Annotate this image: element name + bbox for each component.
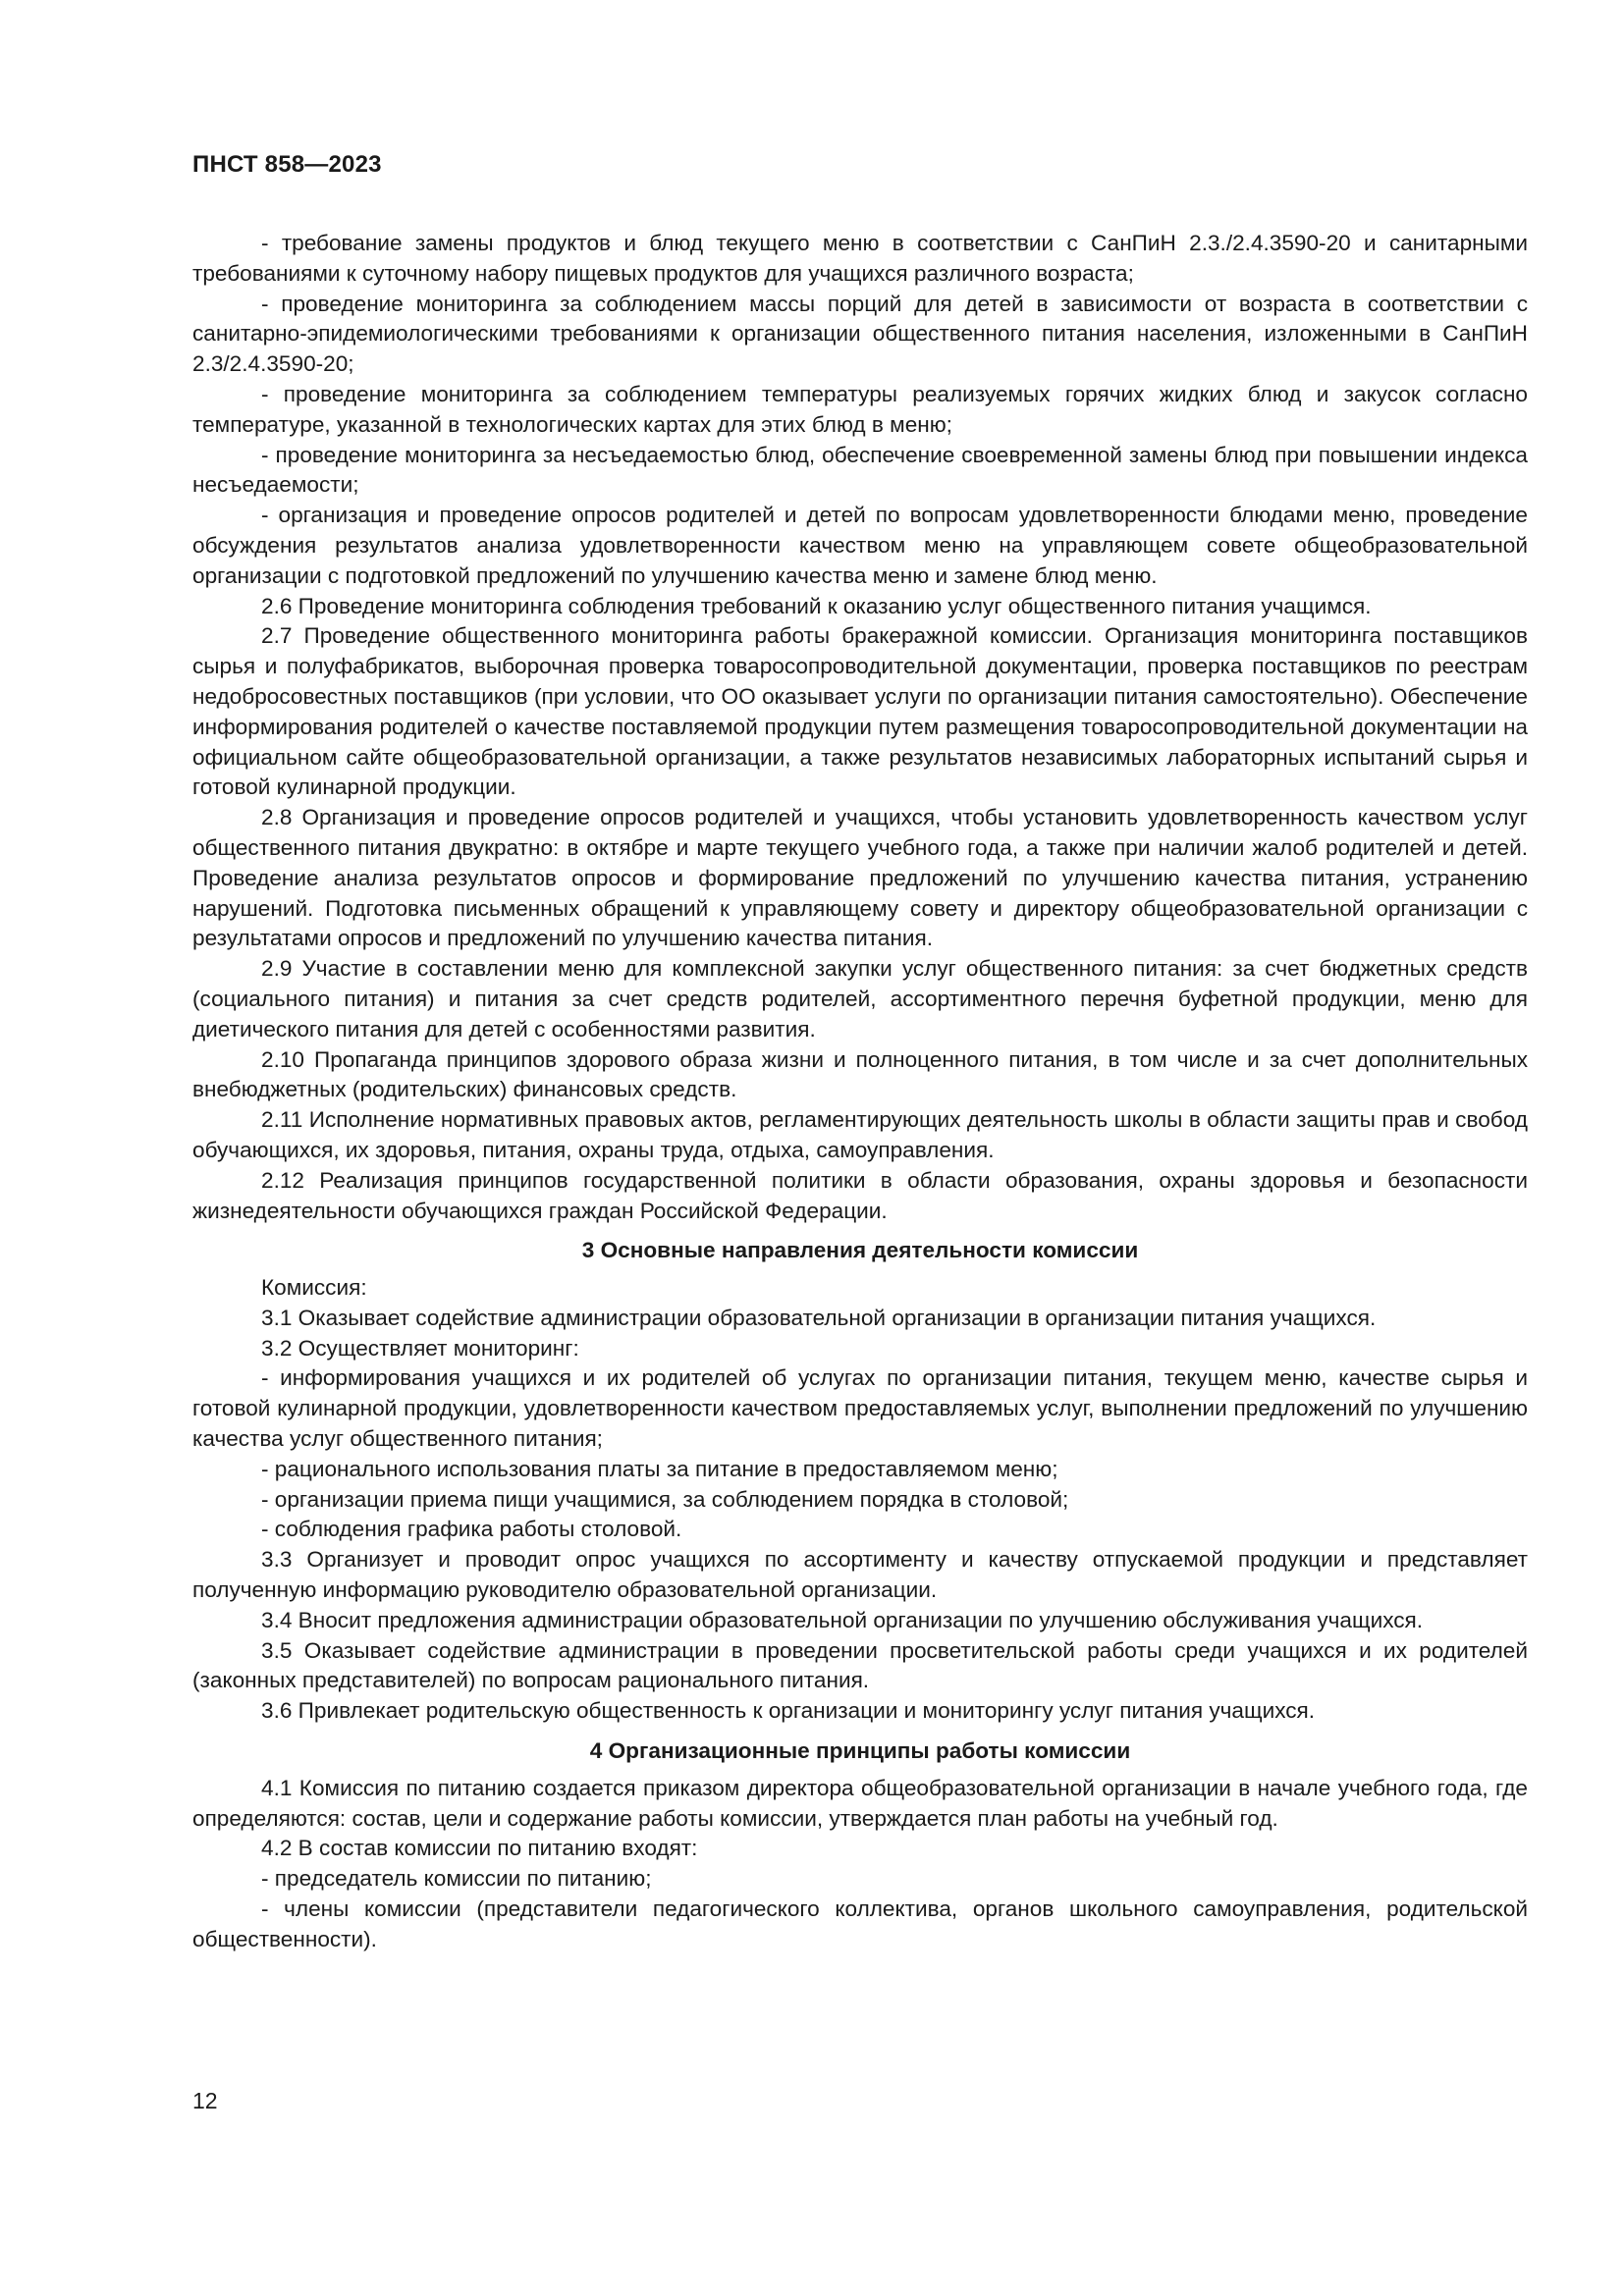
document-code: ПНСТ 858—2023 — [192, 151, 382, 178]
section-3-heading: 3 Основные направления деятельности комиссии — [581, 1238, 1139, 1263]
clause-3-2: 3.2 Осуществляет мониторинг: — [261, 1335, 579, 1361]
page-number: 12 — [192, 2088, 218, 2113]
clause-2-9: 2.9 Участие в составлении меню для комплексной закупки услуг общественного питания: за счет бюджетных средств (социального питания) и питания за счет средств родителей, ассортиментного перечня буфетной продукции, меню для диетического питания для детей с особенностями развития. — [192, 956, 1528, 1041]
list-item: - председатель комиссии по питанию; — [261, 1866, 652, 1892]
list-item: - организация и проведение опросов родителей и детей по вопросам удовлетворенности блюдами меню, проведение обсуждения результатов анализа удовлетворенности качеством меню на управляющем совете общеобразовательной организации с подготовкой предложений по улучшению качества меню и замене блюд меню. — [192, 503, 1528, 588]
clause-2-6: 2.6 Проведение мониторинга соблюдения требований к оказанию услуг общественного питания учащимся. — [261, 593, 1372, 618]
list-item: - проведение мониторинга за несъедаемостью блюд, обеспечение своевременной замены блюд при повышении индекса несъедаемости; — [192, 442, 1528, 498]
document-body — [192, 229, 1528, 1955]
list-item: - соблюдения графика работы столовой. — [261, 1517, 682, 1542]
clause-4-1: 4.1 Комиссия по питанию создается приказом директора общеобразовательной организации в начале учебного года, где определяются: состав, цели и содержание работы комиссии, утверждается план работы на учебный год. — [192, 1775, 1528, 1831]
clause-3-4: 3.4 Вносит предложения администрации образовательной организации по улучшению обслуживания учащихся. — [261, 1607, 1424, 1632]
clause-2-12: 2.12 Реализация принципов государственной политики в области образования, охраны здоровья и безопасности жизнедеятельности обучающихся граждан Российской Федерации. — [192, 1167, 1528, 1223]
clause-2-8: 2.8 Организация и проведение опросов родителей и учащихся, чтобы установить удовлетворенность качеством услуг общественного питания двукратно: в октябре и марте текущего учебного года, а также при наличии жалоб родителей и детей. Проведение анализа результатов опросов и формирование предложений по улучшению качества питания, устранению нарушений. Подготовка письменных обращений к управляющему совету и директору общеобразовательной организации с результатами опросов и предложений по улучшению качества питания. — [192, 805, 1528, 951]
section-4-heading: 4 Организационные принципы работы комиссии — [589, 1738, 1131, 1764]
clause-4-2: 4.2 В состав комиссии по питанию входят: — [261, 1836, 698, 1861]
list-item: - организации приема пищи учащимися, за соблюдением порядка в столовой; — [261, 1486, 1069, 1512]
clause-2-11: 2.11 Исполнение нормативных правовых актов, регламентирующих деятельность школы в области защиты прав и свобод обучающихся, их здоровья, питания, охраны труда, отдыха, самоуправления. — [192, 1107, 1528, 1162]
clause-3-5: 3.5 Оказывает содействие администрации в проведении просветительской работы среди учащихся и их родителей (законных представителей) по вопросам рационального питания. — [192, 1637, 1528, 1693]
clause-3-6: 3.6 Привлекает родительскую общественность к организации и мониторингу услуг питания учащихся. — [261, 1698, 1316, 1724]
clause-3-1: 3.1 Оказывает содействие администрации образовательной организации в организации питания учащихся. — [261, 1305, 1377, 1330]
clause-3-3: 3.3 Организует и проводит опрос учащихся по ассортименту и качеству отпускаемой продукции и представляет полученную информацию руководителю образовательной организации. — [192, 1547, 1528, 1603]
clause-2-7: 2.7 Проведение общественного мониторинга работы бракеражной комиссии. Организация мониторинга поставщиков сырья и полуфабрикатов, выборочная проверка товаросопроводительной документации, проверка поставщиков по реестрам недобросовестных поставщиков (при условии, что ОО оказывает услуги по организации питания самостоятельно). Обеспечение информирования родителей о качестве поставляемой продукции путем размещения товаросопроводительной документации на официальном сайте общеобразовательной организации, а также результатов независимых лабораторных испытаний сырья и готовой кулинарной продукции. — [192, 623, 1528, 800]
list-item: - проведение мониторинга за соблюдением массы порций для детей в зависимости от возраста в соответствии с санитарно-эпидемиологическими требованиями к организации общественного питания населения, изложенными в СанПиН 2.3/2.4.3590-20; — [192, 291, 1528, 377]
list-item: - члены комиссии (представители педагогического коллектива, органов школьного самоуправления, родительской общественности). — [192, 1896, 1528, 1951]
section-3-intro: Комиссия: — [261, 1275, 367, 1301]
list-item: - проведение мониторинга за соблюдением температуры реализуемых горячих жидких блюд и закусок согласно температуре, указанной в технологических картах для этих блюд в меню; — [192, 381, 1528, 437]
list-item: - рационального использования платы за питание в предоставляемом меню; — [261, 1456, 1058, 1481]
clause-2-10: 2.10 Пропаганда принципов здорового образа жизни и полноценного питания, в том числе и за счет дополнительных внебюджетных (родительских) финансовых средств. — [192, 1046, 1528, 1102]
list-item: - информирования учащихся и их родителей об услугах по организации питания, текущем меню, качестве сырья и готовой кулинарной продукции, удовлетворенности качеством предоставляемых услуг, выполнении предложений по улучшению качества услуг общественного питания; — [192, 1365, 1528, 1452]
list-item: - требование замены продуктов и блюд текущего меню в соответствии с СанПиН 2.3./2.4.3590-20 и санитарными требованиями к суточному набору пищевых продуктов для учащихся различного возраста; — [192, 231, 1528, 286]
